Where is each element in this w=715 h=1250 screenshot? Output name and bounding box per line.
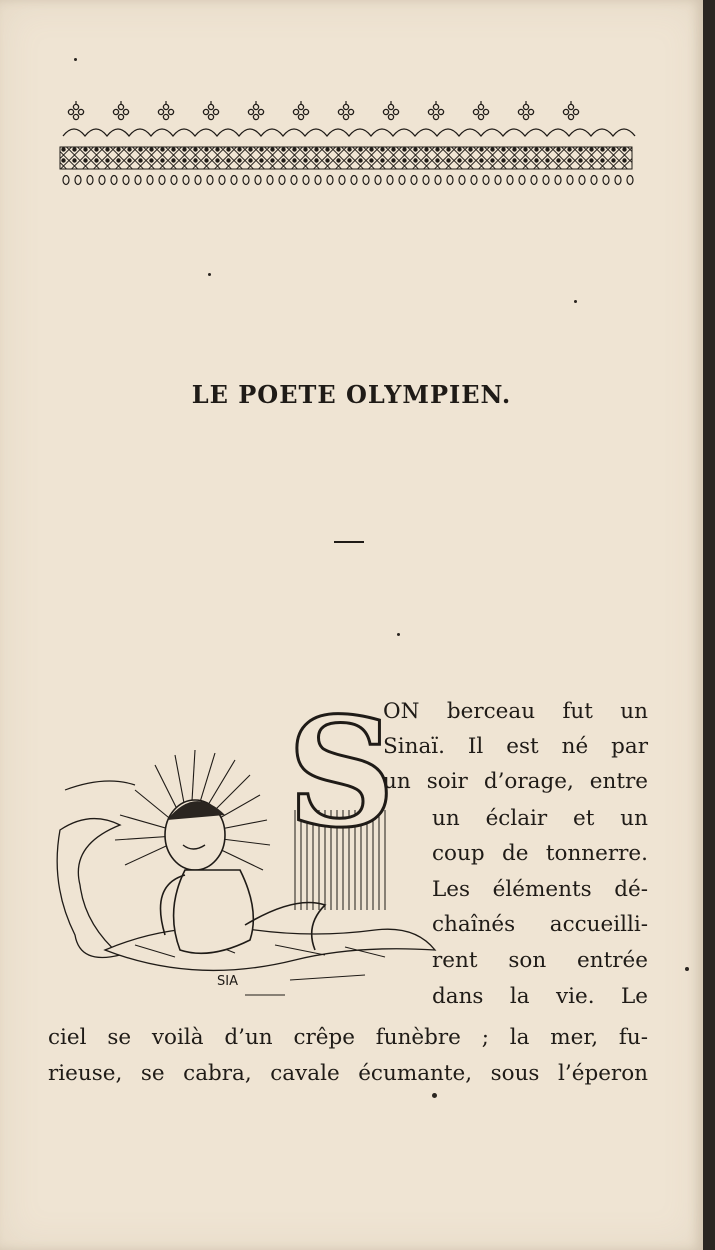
ink-speck bbox=[74, 58, 77, 61]
body-text-line: ciel se voilà d’un crêpe funèbre ; la mer, fu- bbox=[48, 1025, 648, 1050]
body-text-line: rent son entrée bbox=[432, 948, 648, 973]
ink-speck bbox=[208, 273, 211, 276]
ink-speck bbox=[574, 300, 577, 303]
illustrator-signature: SIA bbox=[217, 974, 238, 989]
decorative-header-border bbox=[58, 100, 638, 192]
ink-speck bbox=[685, 967, 689, 971]
body-text-line: rieuse, se cabra, cavale écumante, sous l’éperon bbox=[48, 1061, 648, 1086]
body-text-line: Sinaï. Il est né par bbox=[383, 734, 648, 759]
title-divider bbox=[334, 541, 364, 543]
body-text-line: chaînés accueilli- bbox=[432, 912, 648, 937]
drop-cap-letter: S bbox=[287, 695, 396, 861]
ink-speck bbox=[397, 633, 400, 636]
body-text-line: un soir d’orage, entre bbox=[383, 769, 648, 794]
body-text-line: ON berceau fut un bbox=[383, 699, 648, 724]
body-text-line: Les éléments dé- bbox=[432, 877, 648, 902]
body-text-line: coup de tonnerre. bbox=[432, 841, 648, 866]
body-text-line: un éclair et un bbox=[432, 806, 648, 831]
chapter-title: LE POETE OLYMPIEN. bbox=[191, 380, 512, 409]
body-text-line: dans la vie. Le bbox=[432, 984, 648, 1009]
ink-speck bbox=[432, 1093, 437, 1098]
